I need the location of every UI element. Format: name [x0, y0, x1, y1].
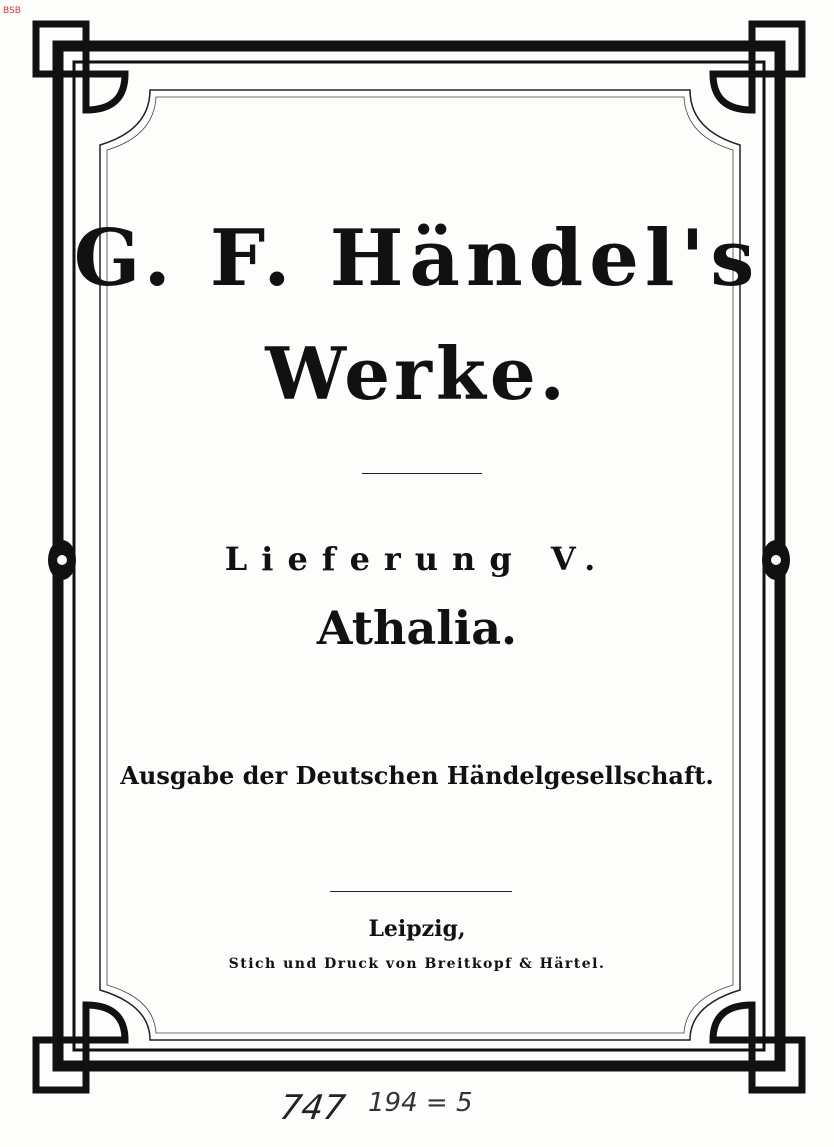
- edition-statement: Ausgabe der Deutschen Händelgesellschaft.: [120, 761, 714, 790]
- handwritten-shelfmark: 747: [277, 1088, 348, 1128]
- library-stamp: BSB: [3, 6, 21, 16]
- corner-ornament-bl: [36, 1005, 125, 1090]
- publication-place: Leipzig,: [368, 916, 466, 942]
- title-composer: G. F. Händel's: [73, 213, 761, 304]
- corner-ornament-tr: [713, 24, 802, 110]
- work-title: Athalia.: [316, 601, 518, 655]
- divider-bottom: [330, 891, 512, 892]
- publisher-imprint: Stich und Druck von Breitkopf & Härtel.: [228, 956, 606, 972]
- issue-number: Lieferung V.: [224, 540, 610, 578]
- handwritten-note: 194 = 5: [368, 1088, 473, 1118]
- title-works: Werke.: [265, 331, 569, 416]
- corner-ornament-br: [713, 1005, 802, 1090]
- corner-ornament-tl: [36, 24, 125, 110]
- divider-top: [362, 473, 482, 474]
